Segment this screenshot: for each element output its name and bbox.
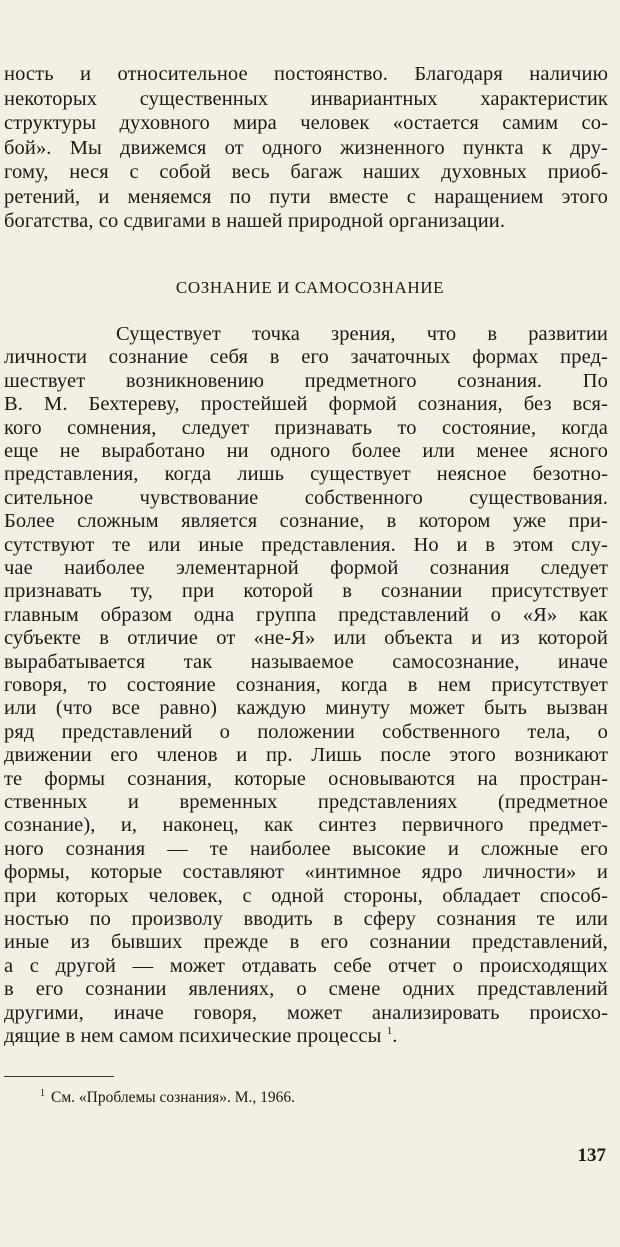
text-line: признавать ту, при которой в сознании присутствует: [4, 580, 608, 603]
text-line: еще не выработано ни одного более или менее ясного: [4, 440, 608, 462]
text-line: богатства, со сдвигами в нашей природной организации.: [4, 210, 506, 232]
text-line: говоря, то состояние сознания, когда в нем присутствует: [4, 674, 608, 696]
text-line: формы, которые составляют «интимное ядро личности» и: [4, 861, 608, 884]
text-line: кого сомнения, следует признавать то состояние, когда: [4, 416, 608, 439]
text-line: при которых человек, с одной стороны, обладает способ-: [4, 884, 608, 907]
text-line: ного сознания — те наиболее высокие и сложные его: [4, 837, 608, 860]
footnote-divider: [4, 1076, 114, 1077]
text-line: главным образом одна группа представлений о «Я» как: [4, 603, 608, 626]
footnote-reference: 1: [386, 1025, 393, 1038]
text-line: представления, когда лишь существует неясное безотно-: [4, 463, 608, 486]
text-line: Более сложным является сознание, в котором уже при-: [4, 510, 608, 533]
text-line: некоторых существенных инвариантных характеристик: [4, 87, 608, 110]
text-line: чае наиболее элементарной формой сознания следует: [4, 557, 608, 579]
text-line: сознание), и, наконец, как синтез первичного предмет-: [4, 814, 608, 837]
text-line: шествует возникновению предметного сознания. По: [4, 369, 608, 392]
text-line: а с другой — может отдавать себе отчет о происходящих: [4, 954, 608, 977]
text-line: субъекте в отличие от «не-Я» или объекта и из которой: [4, 627, 608, 650]
footnote: [40, 1083, 295, 1109]
text-line: бой». Мы движемся от одного жизненного пункта к дру-: [4, 136, 608, 159]
text-line: сутствуют те или иные представления. Но и в этом слу-: [4, 533, 608, 556]
footnote-mark: 1: [40, 1088, 45, 1099]
text-line: структуры духовного мира человек «остается самим со-: [4, 112, 608, 134]
text-line: сительное чувствование собственного существования.: [4, 486, 608, 509]
text-line: Существует точка зрения, что в развитии: [116, 323, 608, 345]
text-line: ностью по произволу вводить в сферу сознания те или: [4, 908, 608, 930]
text-line: в его сознании явлениях, о смене одних представлений: [4, 978, 608, 1001]
text-line: те формы сознания, которые основываются на простран-: [4, 767, 608, 790]
text-line: иные из бывших прежде в его сознании представлений,: [4, 931, 608, 954]
text-line: другими, иначе говоря, может анализировать происхо-: [4, 1001, 608, 1024]
section-heading: СОЗНАНИЕ И САМОСОЗНАНИЕ: [175, 278, 445, 297]
text-line: гому, неся с собой весь багаж наших духовных приоб-: [4, 161, 608, 183]
text-line: В. М. Бехтереву, простейшей формой сознания, без вся-: [4, 393, 608, 416]
text-line: дящие в нем самом психические процессы $^1$.: [4, 1025, 398, 1047]
footnote-text: См. «Проблемы сознания». М., 1966.: [51, 1089, 295, 1107]
text-line: личности сознание себя в его зачаточных формах пред-: [4, 346, 608, 369]
page-number: 137: [577, 1145, 606, 1166]
text-line: ность и относительное постоянство. Благодаря наличию: [4, 63, 608, 85]
text-line: ряд представлений о положении собственного тела, о: [4, 720, 608, 743]
text-line: или (что все равно) каждую минуту может быть вызван: [4, 697, 608, 720]
text-line: ственных и временных представлениях (предметное: [4, 791, 608, 813]
text-line: ретений, и меняемся по пути вместе с наращением этого: [4, 185, 608, 208]
text-line: движении его членов и пр. Лишь после этого возникают: [4, 744, 608, 767]
text-line: вырабатывается так называемое самосознание, иначе: [4, 650, 608, 673]
